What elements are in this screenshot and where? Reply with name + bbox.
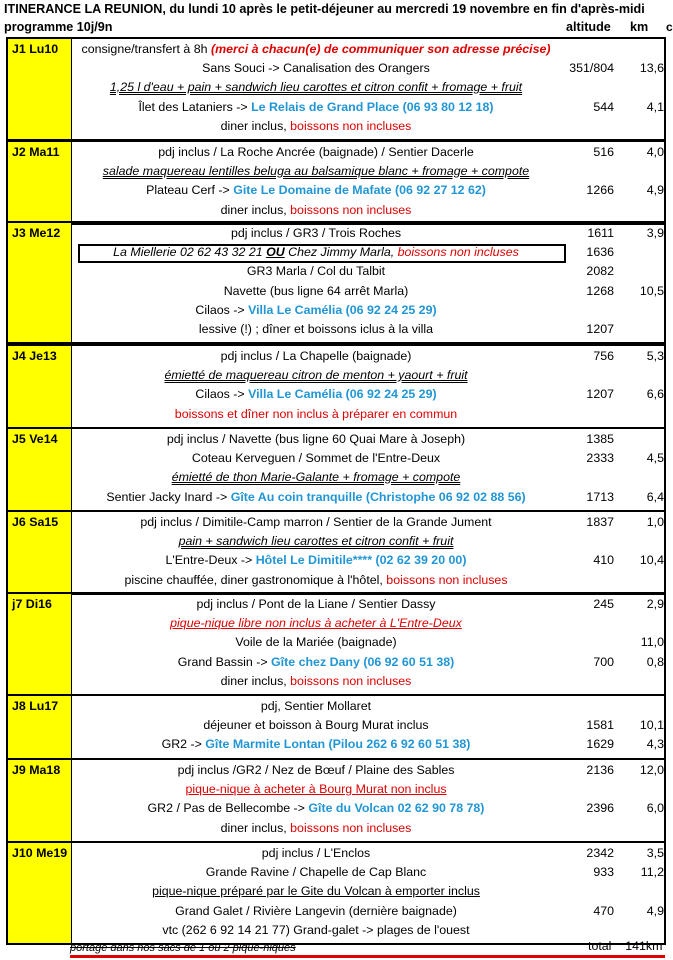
row-altitude: 1207 xyxy=(586,387,614,401)
itinerary-row xyxy=(8,597,664,616)
row-description xyxy=(72,655,560,669)
row-text: pique-nique libre non inclus à acheter à L'Entre-Deux xyxy=(170,616,462,630)
row-text: 1,25 l d'eau + pain + sandwich lieu carottes et citron confit + fromage + fruit xyxy=(109,80,523,94)
itinerary-row xyxy=(8,573,664,592)
row-text: pdj inclus / La Roche Ancrée (baignade) / Sentier Dacerle xyxy=(158,145,474,159)
row-text: Hôtel Le Dimitile**** (02 62 39 20 00) xyxy=(255,553,467,567)
total-label: total xyxy=(588,939,612,953)
itinerary-row xyxy=(8,490,664,509)
day-block xyxy=(6,140,666,225)
itinerary-row xyxy=(8,145,664,164)
day-label: J5 Ve14 xyxy=(8,429,72,510)
row-km: 4,5 xyxy=(646,451,664,465)
itinerary-row xyxy=(8,699,664,718)
page-title: ITINERANCE LA REUNION, du lundi 10 après le petit-déjeuner au mercredi 19 novembre en fin d'après-midi xyxy=(4,2,645,16)
row-description xyxy=(72,597,560,611)
row-text: boissons et dîner non inclus à préparer en commun xyxy=(174,407,458,421)
row-description xyxy=(72,226,560,240)
itinerary-row xyxy=(8,718,664,737)
itinerary-row xyxy=(8,904,664,923)
row-text: Coteau Kerveguen / Sommet de l'Entre-Deux xyxy=(191,451,441,465)
row-km: 13,6 xyxy=(639,61,664,75)
row-text: Gîte Au coin tranquille (Christophe 06 92 02 88 56) xyxy=(230,490,526,504)
itinerary-row xyxy=(8,763,664,782)
row-text: Sentier Jacky Inard -> xyxy=(106,490,231,504)
row-km: 10,1 xyxy=(639,718,664,732)
row-description xyxy=(72,100,560,114)
row-text: boissons non incluses xyxy=(290,119,412,133)
km-column-header: km xyxy=(630,20,649,34)
day-label: J9 Ma18 xyxy=(8,760,72,841)
row-km: 2,9 xyxy=(646,597,664,611)
itinerary-row xyxy=(8,407,664,426)
row-description xyxy=(72,145,560,159)
row-text: émietté de thon Marie-Galante + fromage + compote xyxy=(171,470,461,484)
row-altitude: 1385 xyxy=(586,432,614,446)
row-text: OU xyxy=(266,245,285,259)
row-description xyxy=(72,303,560,317)
row-description xyxy=(72,432,560,446)
row-description xyxy=(72,284,560,298)
row-km: 10,4 xyxy=(639,553,664,567)
row-text: Villa Le Camélia (06 92 24 25 29) xyxy=(248,387,437,401)
itinerary-row xyxy=(8,368,664,387)
row-text: diner inclus, xyxy=(220,674,291,688)
row-km: 6,4 xyxy=(646,490,664,504)
row-text: pdj inclus / Navette (bus ligne 60 Quai Mare à Joseph) xyxy=(166,432,466,446)
row-km: 11,0 xyxy=(640,635,664,649)
total-value: 141km xyxy=(625,939,663,953)
footer-red-line xyxy=(70,955,665,958)
row-description xyxy=(72,264,560,278)
row-text: déjeuner et boisson à Bourg Murat inclus xyxy=(203,718,429,732)
row-description xyxy=(72,923,560,937)
itinerary-row xyxy=(8,470,664,489)
row-text: salade maquereau lentilles beluga au balsamique blanc + fromage + compote xyxy=(102,164,530,178)
itinerary-row xyxy=(8,322,664,341)
row-text: Gîte Marmite Lontan (Pilou 262 6 92 60 51 38) xyxy=(205,737,471,751)
itinerary-row xyxy=(8,264,664,283)
row-text: pique-nique à acheter à Bourg Murat non inclus xyxy=(185,782,447,796)
row-text: boissons non incluses xyxy=(290,674,412,688)
row-text: pdj inclus / Dimitile-Camp marron / Sentier de la Grande Jument xyxy=(140,515,492,529)
row-text: pdj, Sentier Mollaret xyxy=(260,699,372,713)
row-text: Gîte chez Dany (06 92 60 51 38) xyxy=(271,655,455,669)
itinerary-row xyxy=(8,183,664,202)
row-km: 1,0 xyxy=(646,515,664,529)
row-description xyxy=(72,737,560,751)
total-km xyxy=(588,939,662,953)
row-description xyxy=(72,821,560,835)
row-text: piscine chauffée, diner gastronomique à l'hôtel, xyxy=(124,573,387,587)
row-text: vtc (262 6 92 14 21 77) Grand-galet -> plages de l'ouest xyxy=(162,923,470,937)
row-text: GR2 -> xyxy=(161,737,206,751)
row-altitude: 1611 xyxy=(587,226,614,240)
row-text: lessive (!) ; dîner et boissons iclus à la villa xyxy=(198,322,434,336)
row-altitude: 410 xyxy=(593,553,614,567)
itinerary-row xyxy=(8,245,664,264)
day-block xyxy=(6,344,666,429)
row-altitude: 1636 xyxy=(586,245,614,259)
row-description xyxy=(72,616,560,630)
row-text: pdj inclus /GR2 / Nez de Bœuf / Plaine des Sables xyxy=(177,763,455,777)
row-text: boissons non incluses xyxy=(290,203,412,217)
row-altitude: 516 xyxy=(593,145,614,159)
row-text: pdj inclus / GR3 / Trois Roches xyxy=(230,226,402,240)
itinerary-row xyxy=(8,515,664,534)
row-description xyxy=(72,801,560,815)
row-text: L'Entre-Deux -> xyxy=(165,553,256,567)
row-description xyxy=(72,763,560,777)
day-label: J3 Me12 xyxy=(8,223,72,342)
day-label: J10 Me19 xyxy=(8,843,72,943)
row-text: consigne/transfert à 8h xyxy=(81,42,211,56)
itinerary-row xyxy=(8,865,664,884)
itinerary-row xyxy=(8,655,664,674)
row-text: Gite Le Domaine de Mafate (06 92 27 12 62) xyxy=(233,183,486,197)
extra-column-header: c xyxy=(666,20,673,34)
row-text: Sans Souci -> Canalisation des Orangers xyxy=(202,61,430,75)
itinerary-row xyxy=(8,203,664,222)
itinerary-row xyxy=(8,801,664,820)
row-km: 3,9 xyxy=(646,226,664,240)
day-label: J8 Lu17 xyxy=(8,696,72,758)
row-text: Grand Galet / Rivière Langevin (dernière baignade) xyxy=(175,904,457,918)
row-km: 3,5 xyxy=(646,846,664,860)
itinerary-row xyxy=(8,884,664,903)
row-altitude: 1266 xyxy=(586,183,614,197)
row-description xyxy=(72,718,560,732)
row-text: Cilaos -> xyxy=(195,387,249,401)
row-km: 4,3 xyxy=(646,737,664,751)
day-block xyxy=(6,427,666,512)
itinerary-row xyxy=(8,80,664,99)
row-text: Grande Ravine / Chapelle de Cap Blanc xyxy=(205,865,427,879)
row-text: Villa Le Camélia (06 92 24 25 29) xyxy=(248,303,437,317)
row-altitude: 1629 xyxy=(586,737,614,751)
itinerary-row xyxy=(8,635,664,654)
day-block xyxy=(6,592,666,696)
row-description xyxy=(72,245,560,259)
row-text: (merci à chacun(e) de communiquer son adresse précise) xyxy=(211,42,551,56)
row-altitude: 351/804 xyxy=(569,61,614,75)
row-text: diner inclus, xyxy=(220,821,291,835)
day-label: J6 Sa15 xyxy=(8,512,72,593)
row-km: 4,9 xyxy=(646,183,664,197)
itinerary-row xyxy=(8,782,664,801)
row-km: 0,8 xyxy=(646,655,664,669)
row-text: pdj inclus / L'Enclos xyxy=(261,846,371,860)
row-description xyxy=(72,553,560,567)
itinerary-row xyxy=(8,432,664,451)
day-label: j7 Di16 xyxy=(8,594,72,694)
row-text: boissons non incluses xyxy=(397,245,519,259)
day-block xyxy=(6,510,666,595)
row-altitude: 1268 xyxy=(586,284,614,298)
itinerary-row xyxy=(8,119,664,138)
row-description xyxy=(72,782,560,796)
row-text: Le Relais de Grand Place (06 93 80 12 18) xyxy=(251,100,494,114)
footer-note-text: portage dans nos sacs de 1 ou 2 pique-niques xyxy=(70,942,296,954)
day-block xyxy=(6,221,666,344)
itinerary-row xyxy=(8,674,664,693)
row-altitude: 2342 xyxy=(586,846,614,860)
row-altitude: 2333 xyxy=(586,451,614,465)
row-text: GR3 Marla / Col du Talbit xyxy=(246,264,386,278)
day-block xyxy=(6,694,666,760)
row-description xyxy=(72,534,560,548)
itinerary-row xyxy=(8,387,664,406)
row-altitude: 470 xyxy=(593,904,614,918)
row-description xyxy=(72,674,560,688)
row-altitude: 2082 xyxy=(586,264,614,278)
itinerary-row xyxy=(8,61,664,80)
row-text: boissons non incluses xyxy=(290,821,412,835)
row-text: pique-nique préparé par le Gite du Volcan à emporter inclus xyxy=(152,884,480,898)
row-description xyxy=(72,61,560,75)
day-label: J4 Je13 xyxy=(8,346,72,427)
row-description xyxy=(72,349,560,363)
row-km: 10,5 xyxy=(639,284,664,298)
row-text: émietté de maquereau citron de menton + yaourt + fruit xyxy=(164,368,468,382)
row-text: Plateau Cerf -> xyxy=(146,183,234,197)
row-description xyxy=(72,635,560,649)
row-text: boissons non incluses xyxy=(386,573,508,587)
row-description xyxy=(72,203,560,217)
day-block xyxy=(6,758,666,843)
footer-note xyxy=(70,940,590,956)
row-description xyxy=(72,515,560,529)
itinerary-row xyxy=(8,616,664,635)
row-altitude: 1581 xyxy=(586,718,614,732)
row-km: 11,2 xyxy=(640,865,664,879)
row-description xyxy=(72,846,560,860)
itinerary-row xyxy=(8,284,664,303)
row-description xyxy=(72,42,560,56)
row-altitude: 700 xyxy=(593,655,614,669)
row-description xyxy=(72,80,560,94)
itinerary-row xyxy=(8,349,664,368)
row-km: 5,3 xyxy=(646,349,664,363)
row-text: pain + sandwich lieu carottes et citron confit + fruit xyxy=(178,534,454,548)
row-description xyxy=(72,865,560,879)
day-label: J1 Lu10 xyxy=(8,39,72,139)
row-km: 4,9 xyxy=(646,904,664,918)
row-description xyxy=(72,490,560,504)
row-km: 4,0 xyxy=(646,145,664,159)
row-description xyxy=(72,322,560,336)
row-description xyxy=(72,699,560,713)
row-text: Navette (bus ligne 64 arrêt Marla) xyxy=(223,284,409,298)
row-description xyxy=(72,904,560,918)
itinerary-row xyxy=(8,42,664,61)
row-altitude: 2396 xyxy=(586,801,614,815)
row-km: 6,6 xyxy=(646,387,664,401)
itinerary-row xyxy=(8,534,664,553)
row-description xyxy=(72,119,560,133)
row-description xyxy=(72,884,560,898)
row-km: 6,0 xyxy=(646,801,664,815)
itinerary-row xyxy=(8,553,664,572)
itinerary-row xyxy=(8,100,664,119)
row-text: pdj inclus / La Chapelle (baignade) xyxy=(220,349,412,363)
row-text: diner inclus, xyxy=(220,119,291,133)
itinerary-row xyxy=(8,303,664,322)
day-label: J2 Ma11 xyxy=(8,142,72,223)
row-km: 12,0 xyxy=(639,763,664,777)
row-km: 4,1 xyxy=(646,100,664,114)
day-block xyxy=(6,37,666,141)
programme-label: programme 10j/9n xyxy=(4,20,113,34)
itinerary-row xyxy=(8,164,664,183)
row-text: GR2 / Pas de Bellecombe -> xyxy=(147,801,309,815)
row-text: Voile de la Mariée (baignade) xyxy=(235,635,397,649)
row-altitude: 1207 xyxy=(586,322,614,336)
row-altitude: 756 xyxy=(593,349,614,363)
itinerary-row xyxy=(8,821,664,840)
altitude-column-header: altitude xyxy=(566,20,611,34)
row-text: Cilaos -> xyxy=(195,303,249,317)
row-text: Gîte du Volcan 02 62 90 78 78) xyxy=(308,801,485,815)
row-text: diner inclus, xyxy=(220,203,291,217)
row-altitude: 1837 xyxy=(586,515,614,529)
row-altitude: 933 xyxy=(593,865,614,879)
row-altitude: 2136 xyxy=(586,763,614,777)
row-description xyxy=(72,368,560,382)
row-text: Grand Bassin -> xyxy=(177,655,272,669)
row-description xyxy=(72,407,560,421)
row-altitude: 544 xyxy=(593,100,614,114)
row-description xyxy=(72,183,560,197)
row-description xyxy=(72,451,560,465)
row-text: La Miellerie 02 62 43 32 21 xyxy=(113,245,267,259)
row-description xyxy=(72,573,560,587)
row-description xyxy=(72,164,560,178)
itinerary-row xyxy=(8,846,664,865)
row-text: Îlet des Lataniers -> xyxy=(138,100,252,114)
row-altitude: 1713 xyxy=(586,490,614,504)
itinerary-row xyxy=(8,226,664,245)
itinerary-row xyxy=(8,737,664,756)
row-description xyxy=(72,470,560,484)
row-altitude: 245 xyxy=(593,597,614,611)
day-block xyxy=(6,841,666,945)
row-description xyxy=(72,387,560,401)
row-text: pdj inclus / Pont de la Liane / Sentier Dassy xyxy=(196,597,436,611)
row-text: Chez Jimmy Marla, xyxy=(284,245,398,259)
itinerary-row xyxy=(8,451,664,470)
